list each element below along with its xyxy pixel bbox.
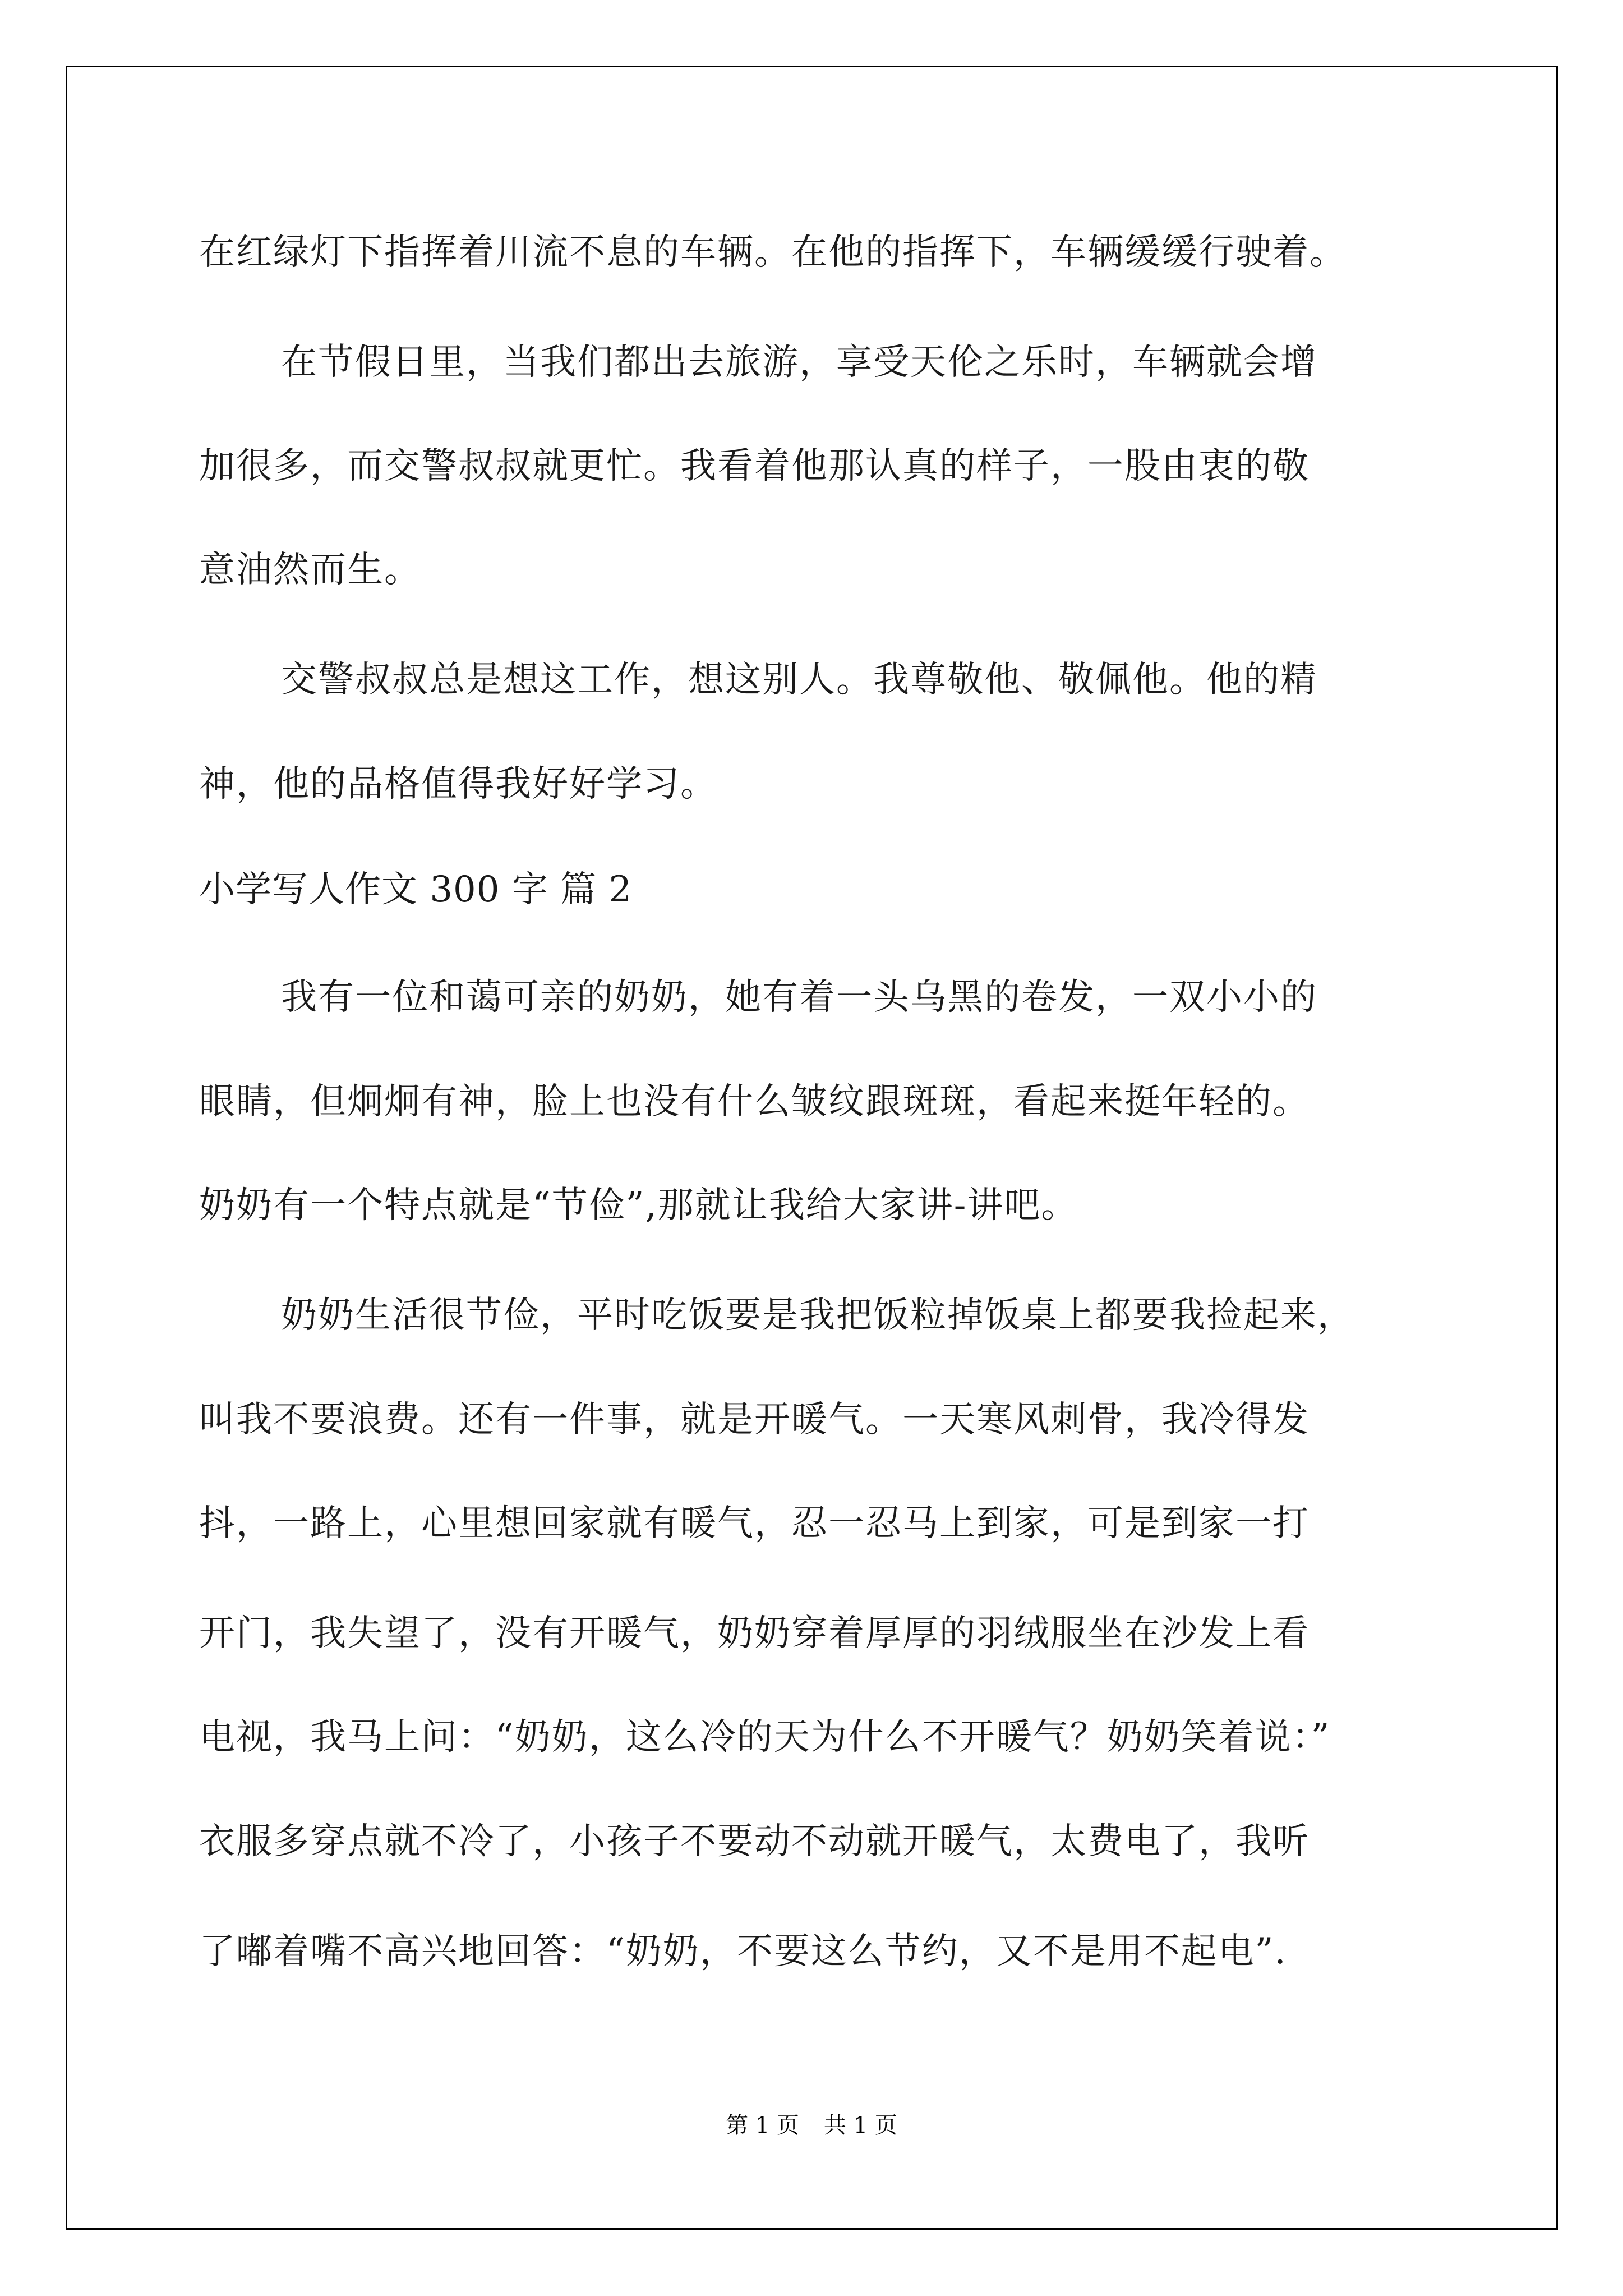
text-line: 奶奶有一个特点就是“节俭”,那就让我给大家讲-讲吧。 — [199, 1185, 1078, 1226]
text-line: 了嘟着嘴不高兴地回答：“奶奶，不要这么节约，又不是用不起电”. — [199, 1931, 1287, 1972]
page-number: 第 1 页 — [726, 2113, 799, 2138]
text-line: 意油然而生。 — [199, 549, 421, 591]
paragraph-start-line: 在节假日里，当我们都出去旅游，享受天伦之乐时，车辆就会增 — [281, 342, 1317, 383]
text-line: 叫我不要浪费。还有一件事，就是开暖气。一天寒风刺骨，我冷得发 — [199, 1399, 1310, 1441]
text-line: 在红绿灯下指挥着川流不息的车辆。在他的指挥下，车辆缓缓行驶着。 — [199, 232, 1347, 273]
section-heading: 小学写人作文 300 字 篇 2 — [199, 869, 633, 910]
text-line: 加很多，而交警叔叔就更忙。我看着他那认真的样子，一股由衷的敬 — [199, 445, 1310, 487]
paragraph-start-line: 交警叔叔总是想这工作，想这别人。我尊敬他、敬佩他。他的精 — [281, 659, 1317, 701]
page-footer — [0, 2111, 1623, 2139]
text-line: 抖，一路上，心里想回家就有暖气，忍一忍马上到家，可是到家一打 — [199, 1503, 1310, 1544]
page-total: 共 1 页 — [824, 2113, 897, 2138]
paragraph-start-line: 奶奶生活很节俭，平时吃饭要是我把饭粒掉饭桌上都要我捡起来， — [281, 1295, 1354, 1336]
text-line: 电视，我马上问：“奶奶，这么冷的天为什么不开暖气？奶奶笑着说：” — [199, 1717, 1331, 1758]
text-line: 神，他的品格值得我好好学习。 — [199, 763, 717, 805]
paragraph-start-line: 我有一位和蔼可亲的奶奶，她有着一头乌黑的卷发，一双小小的 — [281, 977, 1317, 1018]
text-line: 开门，我失望了，没有开暖气，奶奶穿着厚厚的羽绒服坐在沙发上看 — [199, 1613, 1310, 1654]
text-line: 眼睛，但炯炯有神，脸上也没有什么皱纹跟斑斑，看起来挺年轻的。 — [199, 1081, 1310, 1122]
text-line: 衣服多穿点就不冷了，小孩子不要动不动就开暖气，太费电了，我听 — [199, 1821, 1310, 1862]
page-border — [66, 66, 1558, 2230]
